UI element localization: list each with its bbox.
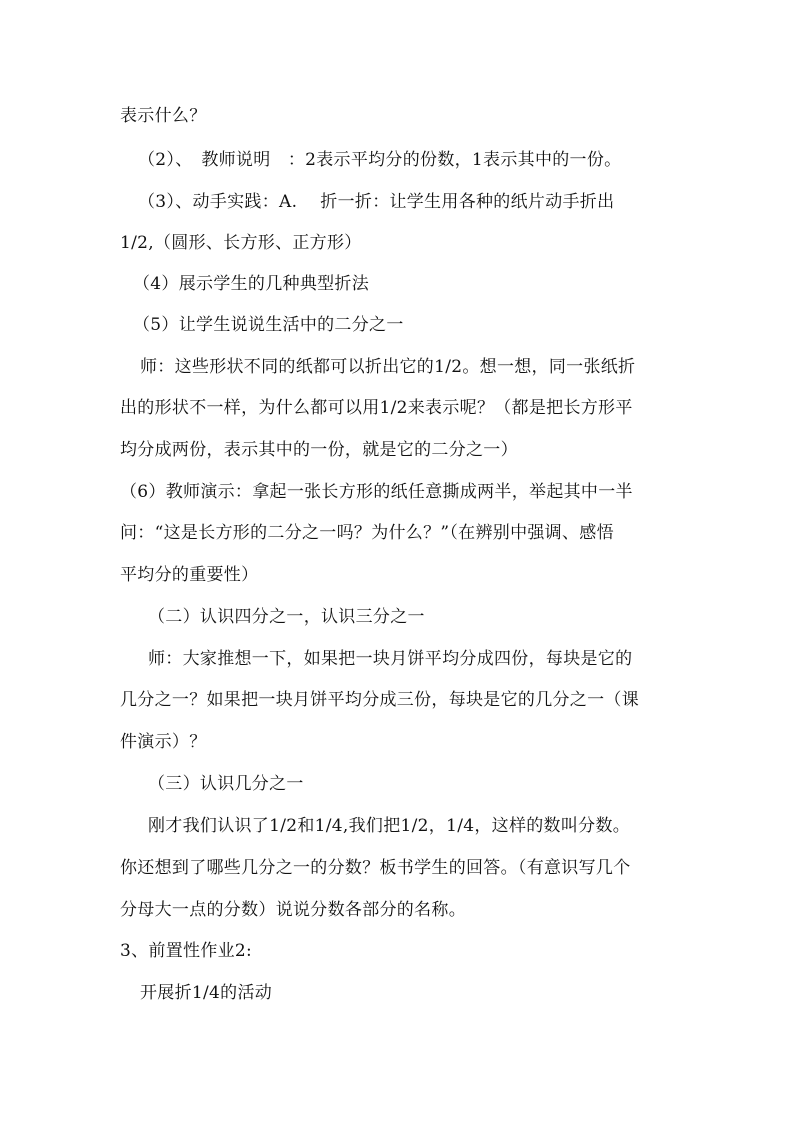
text-line: 表示什么？ — [120, 106, 207, 126]
text-line: 师：大家推想一下，如果把一块月饼平均分成四份，每块是它的 — [148, 649, 633, 669]
text-line: 分母大一点的分数）说说分数各部分的名称。 — [120, 900, 466, 920]
text-line: （5）让学生说说生活中的二分之一 — [133, 315, 404, 335]
text-line: 几分之一？如果把一块月饼平均分成三份，每块是它的几分之一（课 — [120, 690, 639, 710]
text-line: （二）认识四分之一，认识三分之一 — [148, 607, 425, 627]
text-line: 1/2,（圆形、长方形、正方形） — [120, 233, 362, 253]
text-line: （3）、动手实践：A. 折一折：让学生用各种的纸片动手折出 — [138, 192, 615, 212]
text-line: （三）认识几分之一 — [148, 774, 304, 794]
text-line: （6）教师演示：拿起一张长方形的纸任意撕成两半，举起其中一半 — [120, 482, 633, 502]
text-line: 刚才我们认识了1/2和1/4,我们把1/2，1/4，这样的数叫分数。 — [148, 816, 631, 836]
text-line: 问：“这是长方形的二分之一吗？为什么？”（在辨别中强调、感悟 — [120, 523, 614, 543]
text-line: 平均分的重要性） — [120, 565, 259, 585]
text-line: （2）、 教师说明 ：2表示平均分的份数，1表示其中的一份。 — [138, 150, 622, 170]
text-line: 你还想到了哪些几分之一的分数？板书学生的回答。（有意识写几个 — [120, 858, 631, 878]
text-line: 均分成两份，表示其中的一份，就是它的二分之一） — [120, 440, 518, 460]
text-line: 件演示）？ — [120, 732, 207, 752]
text-line: 3、前置性作业2: — [120, 941, 253, 961]
text-line: 出的形状不一样，为什么都可以用1/2来表示呢？（都是把长方形平 — [120, 398, 633, 418]
text-line: （4）展示学生的几种典型折法 — [133, 274, 370, 294]
text-line: 开展折1/4的活动 — [140, 983, 273, 1003]
text-line: 师：这些形状不同的纸都可以折出它的1/2。想一想，同一张纸折 — [140, 357, 636, 377]
